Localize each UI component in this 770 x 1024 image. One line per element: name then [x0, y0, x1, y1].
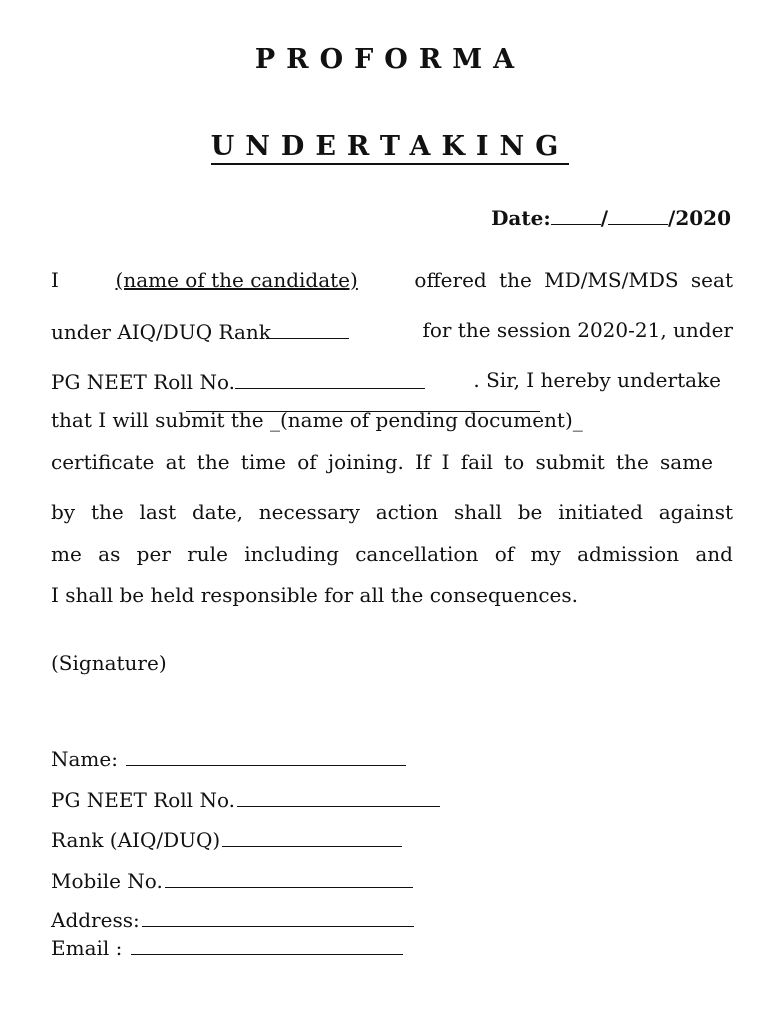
- body-line-2: [51, 318, 733, 344]
- name-label: Name:: [51, 747, 118, 771]
- undertaking-title-text: UNDERTAKING: [211, 131, 570, 165]
- email-label: Email :: [51, 936, 123, 960]
- mobile-blank: [165, 867, 413, 888]
- body-line-1-end: offered the MD/MS/MDS seat: [414, 268, 733, 292]
- mobile-label: Mobile No.: [51, 869, 163, 893]
- date-day-blank: [551, 204, 601, 225]
- body-line-6: by the last date, necessary action shall be initiated against: [51, 500, 733, 524]
- rank-field: [51, 826, 402, 852]
- signature-label: (Signature): [51, 651, 167, 675]
- address-field: [51, 906, 414, 932]
- body-line-2-start-wrap: [51, 318, 349, 344]
- date-month-blank: [608, 204, 668, 225]
- address-label: Address:: [51, 908, 140, 932]
- name-blank: [126, 745, 406, 766]
- body-line-2-end: for the session 2020-21, under: [422, 318, 733, 342]
- rank-blank: [271, 318, 349, 339]
- email-blank: [131, 934, 403, 955]
- candidate-name-placeholder: (name of the candidate): [115, 268, 358, 292]
- body-line-7: me as per rule including cancellation of my admission and: [51, 542, 733, 566]
- body-line-5: certificate at the time of joining. If I fail to submit the same: [51, 450, 713, 474]
- date-separator: /: [600, 206, 609, 230]
- date-label: Date:: [491, 206, 551, 230]
- body-line-8: I shall be held responsible for all the consequences.: [51, 583, 579, 607]
- body-line-3-start-wrap: [51, 368, 425, 394]
- date-year: /2020: [668, 206, 731, 230]
- roll-no-blank: [235, 368, 425, 389]
- rank-label: Rank (AIQ/DUQ): [51, 828, 221, 852]
- body-line-3-start: PG NEET Roll No.: [51, 370, 235, 394]
- body-line-2-start: under AIQ/DUQ Rank: [51, 320, 271, 344]
- body-line-4: [51, 408, 651, 432]
- body-line-1-start: I: [51, 268, 59, 292]
- roll-no-field: [51, 786, 440, 812]
- rank-field-blank: [222, 826, 402, 847]
- address-blank: [142, 906, 414, 927]
- roll-no-field-blank: [237, 786, 440, 807]
- name-field: [51, 745, 406, 771]
- date-line: [491, 204, 731, 230]
- proforma-title: PROFORMA: [254, 44, 526, 75]
- roll-no-label: PG NEET Roll No.: [51, 788, 235, 812]
- undertaking-title: [0, 133, 770, 160]
- email-field: [51, 934, 403, 960]
- body-line-4-text: that I will submit the _(name of pending document)_: [51, 408, 583, 432]
- body-line-3: [51, 368, 721, 394]
- mobile-field: [51, 867, 413, 893]
- body-line-1: [51, 268, 733, 292]
- body-line-3-end: . Sir, I hereby undertake: [473, 368, 721, 392]
